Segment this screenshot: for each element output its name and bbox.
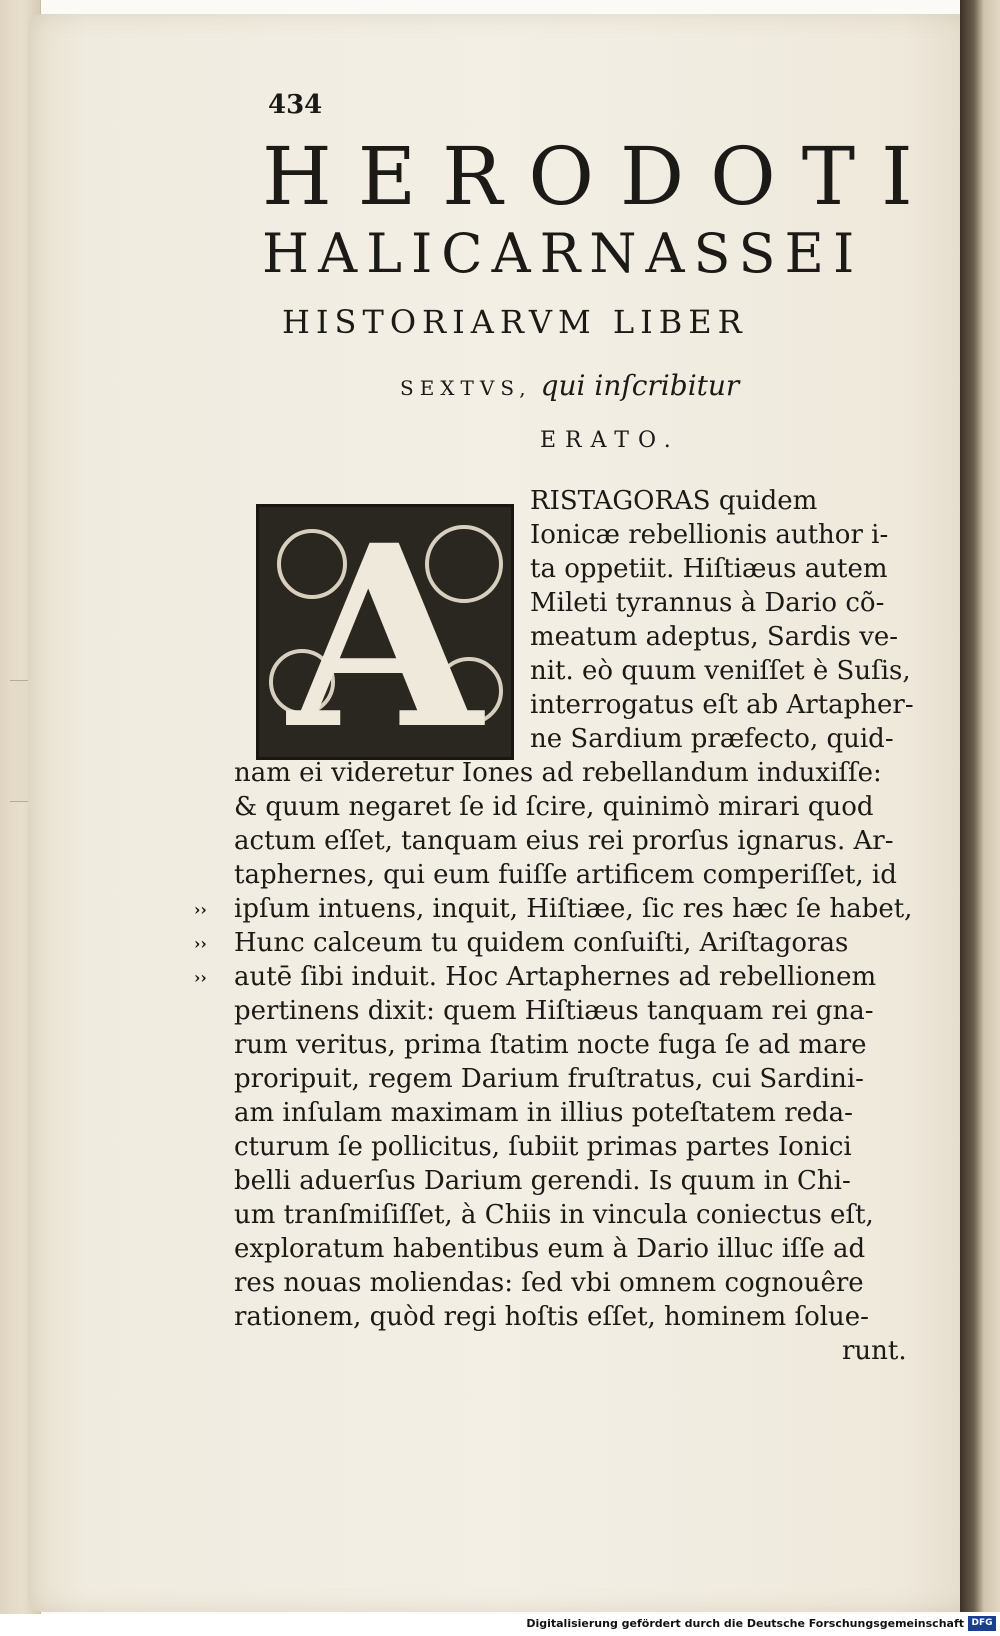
text-line: ta oppetiit. Hiſtiæus autem xyxy=(530,554,888,584)
text-line: cturum ſe pollicitus, ſubiit primas partes Ionici xyxy=(234,1132,852,1162)
text-line: meatum adeptus, Sardis ve- xyxy=(530,622,899,652)
title-line-4-rest: qui inſcribitur xyxy=(540,369,740,402)
text-line: rum veritus, prima ſtatim nocte fuga ſe ad mare xyxy=(234,1030,867,1060)
page-number: 434 xyxy=(268,90,323,120)
text-line: res nouas moliendas: ſed vbi omnem cognouêre xyxy=(234,1268,864,1298)
text-line: nit. eò quum veniſſet è Suſis, xyxy=(530,656,911,686)
text-line: rationem, quòd regi hoſtis eſſet, hominem ſolue- xyxy=(234,1302,869,1332)
title-line-1: HERODOTI xyxy=(262,130,939,223)
title-line-3: HISTORIARVM LIBER xyxy=(282,303,748,341)
margin-quote-mark: ›› xyxy=(194,968,207,987)
title-line-4-smallcaps: SEXTVS, xyxy=(400,376,532,400)
text-line: runt. xyxy=(842,1336,907,1366)
text-line: interrogatus eſt ab Artapher- xyxy=(530,690,914,720)
text-line: & quum negaret ſe id ſcire, quinimò mirari quod xyxy=(234,792,874,822)
text-line: am inſulam maximam in illius poteſtatem reda- xyxy=(234,1098,853,1128)
text-line: belli aduerſus Darium gerendi. Is quum in Chi- xyxy=(234,1166,851,1196)
title-line-4 xyxy=(400,368,739,406)
text-line: nam ei videretur Iones ad rebellandum induxiſſe: xyxy=(234,758,882,788)
title-line-2: HALICARNASSEI xyxy=(262,222,864,285)
decorated-initial xyxy=(256,504,514,760)
text-line: RISTAGORAS quidem xyxy=(530,486,818,516)
margin-quote-mark: ›› xyxy=(194,934,207,953)
text-line: Ionicæ rebellionis author i- xyxy=(530,520,889,550)
text-line: proripuit, regem Darium fruſtratus, cui Sardini- xyxy=(234,1064,864,1094)
margin-quote-mark: ›› xyxy=(194,900,207,919)
funding-credit: Digitalisierung gefördert durch die Deutsche Forschungsgemeinschaft xyxy=(526,1617,964,1630)
text-line: actum eſſet, tanquam eius rei prorſus ignarus. Ar- xyxy=(234,826,894,856)
text-line: pertinens dixit: quem Hiſtiæus tanquam rei gna- xyxy=(234,996,874,1026)
drop-cap-letter: A xyxy=(288,504,482,760)
text-line: Mileti tyrannus à Dario cõ- xyxy=(530,588,885,618)
text-line: Hunc calceum tu quidem conſuiſti, Ariſtagoras xyxy=(234,928,849,958)
title-line-5: ERATO. xyxy=(540,428,680,453)
text-line: um tranſmiſiſſet, à Chiis in vincula coniectus eſt, xyxy=(234,1200,874,1230)
page-gutter xyxy=(960,0,1000,1612)
text-line: taphernes, qui eum fuiſſe artificem comperiſſet, id xyxy=(234,860,897,890)
text-line: ne Sardium præfecto, quid- xyxy=(530,724,894,754)
text-line: ipſum intuens, inquit, Hiſtiæe, ſic res hæc ſe habet, xyxy=(234,894,913,924)
text-line: exploratum habentibus eum à Dario illuc iſſe ad xyxy=(234,1234,866,1264)
dfg-logo: DFG xyxy=(968,1616,996,1631)
text-line: autē ſibi induit. Hoc Artaphernes ad rebellionem xyxy=(234,962,877,992)
